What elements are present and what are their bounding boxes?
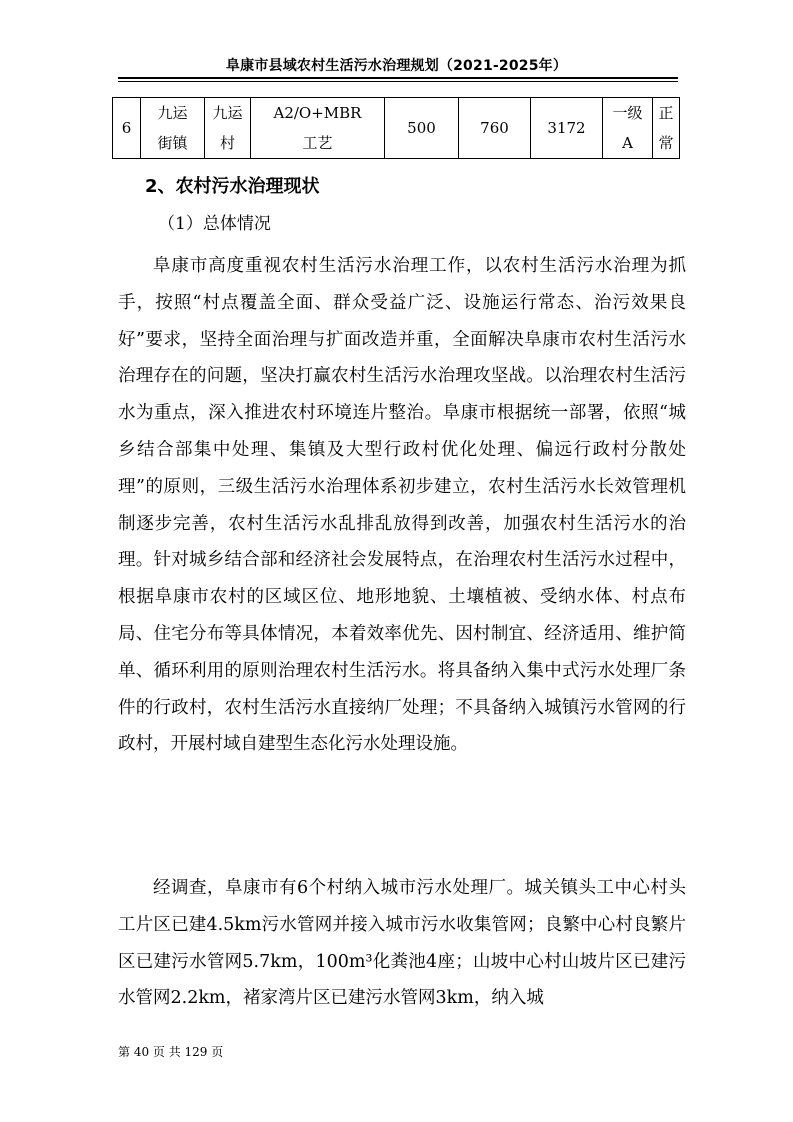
status-cell [653, 98, 680, 159]
page-footer: 第 40 页 共 129 页 [118, 1045, 224, 1059]
table-row [113, 98, 680, 159]
header-rule-thick [118, 77, 678, 79]
value1-cell [385, 98, 459, 159]
value3: 3172 [547, 119, 586, 137]
value2: 760 [480, 119, 509, 137]
sub-heading: （1）总体情况 [158, 214, 271, 234]
standard-cell [603, 98, 653, 159]
row-index: 6 [121, 119, 132, 137]
status: 正常 [658, 104, 674, 152]
town-name: 九运街镇 [157, 104, 188, 152]
paragraph-overview: 阜康市高度重视农村生活污水治理工作，以农村生活污水治理为抓手，按照“村点覆盖全面、群众受益广泛、设施运行常态、治污效果良好”要求，坚持全面治理与扩面改造并重，全面解决阜康市农村生活污水治理存在的问题，坚决打赢农村生活污水治理攻坚战。以治理农村生活污水为重点，深入推进农村环境连片整治。阜康市根据统一部署，依照“城乡结合部集中处理、集镇及大型行政村优化处理、偏远行政村分散处理”的原则，三级生活污水治理体系初步建立，农村生活污水长效管理机制逐步完善，农村生活污水乱排乱放得到改善，加强农村生活污水的治理。针对城乡结合部和经济社会发展特点，在治理农村生活污水过程中，根据阜康市农村的区域区位、地形地貌、土壤植被、受纳水体、村点布局、住宅分布等具体情况，本着效率优先、因村制宜、经济适用、维护简单、循环利用的原则治理农村生活污水。将具备纳入集中式污水处理厂条件的行政村，农村生活污水直接纳厂处理；不具备纳入城镇污水管网的行政村，开展村域自建型生态化污水处理设施。 [118, 256, 686, 755]
process-line-2: 工艺 [302, 134, 333, 152]
row-index-cell [113, 98, 141, 159]
process-line-1: A2/O+MBR [273, 104, 362, 122]
process-cell [251, 98, 385, 159]
value1: 500 [407, 119, 436, 137]
value2-cell [459, 98, 531, 159]
page-header-title: 阜康市县域农村生活污水治理规划（2021-2025年） [225, 58, 568, 74]
village-name: 九运村 [212, 104, 243, 152]
standard: 一级A [612, 104, 643, 152]
facility-table [112, 97, 680, 159]
village-cell [205, 98, 251, 159]
value3-cell [531, 98, 603, 159]
paragraph-survey: 经调查，阜康市有6个村纳入城市污水处理厂。城关镇头工中心村头工片区已建4.5km污水管网并接入城市污水收集管网；良繁中心村良繁片区已建污水管网5.7km，100m³化粪池4座；山坡中心村山坡片区已建污水管网2.2km，褚家湾片区已建污水管网3km，纳入城 [118, 878, 686, 1009]
header-rule-thin [118, 81, 678, 82]
town-cell [141, 98, 205, 159]
section-heading: 2、农村污水治理现状 [145, 176, 320, 197]
